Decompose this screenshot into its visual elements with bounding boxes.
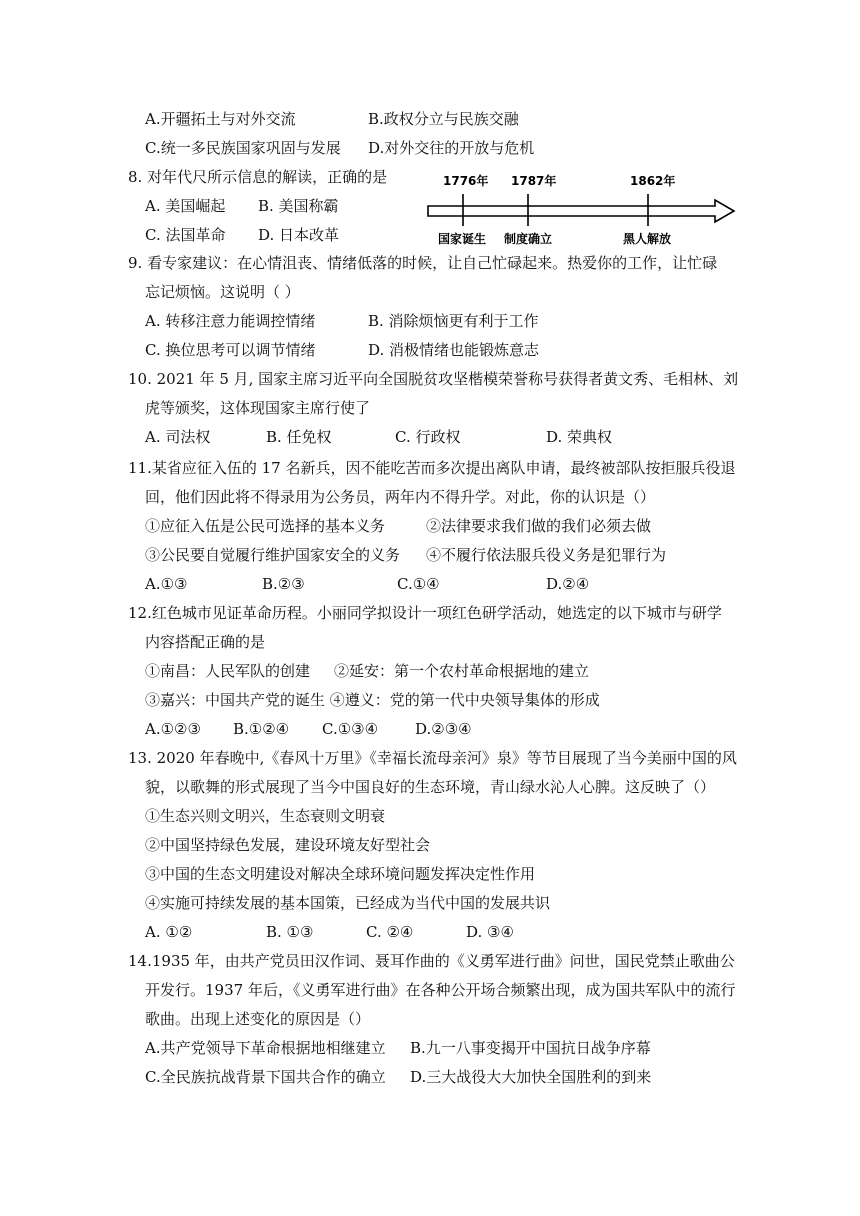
q9-option-c: C. 换位思考可以调节情绪 <box>145 341 316 359</box>
q11-option-d: D.②④ <box>546 575 590 593</box>
timeline-event-emancipation: 黑人解放 <box>623 232 672 246</box>
q14-stem-line2: 开发行。1937 年后，《义勇军进行曲》在各种公开场合频繁出现，成为国共军队中的流行 <box>145 981 736 999</box>
q11-option-b: B.②③ <box>262 575 305 593</box>
q13-statement-2: ②中国坚持绿色发展，建设环境友好型社会 <box>145 836 431 854</box>
q12-option-b: B.①②④ <box>233 720 290 738</box>
q14-stem-line1: 14.1935 年，由共产党员田汉作词、聂耳作曲的《义勇军进行曲》问世，国民党禁止歌曲公 <box>128 952 735 970</box>
q9-option-d: D. 消极情绪也能锻炼意志 <box>368 341 540 359</box>
q10-option-c: C. 行政权 <box>395 428 461 446</box>
q10-stem-line2: 虎等颁奖，这体现国家主席行使了 <box>145 399 371 417</box>
q13-option-b: B. ①③ <box>266 923 314 941</box>
q12-option-c: C.①③④ <box>322 720 379 738</box>
q11-statement-2: ②法律要求我们做的我们必须去做 <box>426 517 652 535</box>
q8-option-d: D. 日本改革 <box>258 226 340 244</box>
timeline-event-founding: 国家诞生 <box>438 232 487 246</box>
q13-option-a: A. ①② <box>145 923 193 941</box>
q8-option-a: A. 美国崛起 <box>145 197 226 215</box>
q12-option-a: A.①②③ <box>145 720 201 738</box>
q12-stem-line1: 12.红色城市见证革命历程。小丽同学拟设计一项红色研学活动，她选定的以下城市与研学 <box>128 604 722 622</box>
q12-option-d: D.②③④ <box>415 720 472 738</box>
q14-option-d: D.三大战役大大加快全国胜利的到来 <box>410 1068 652 1086</box>
q11-stem-line2: 回，他们因此将不得录用为公务员，两年内不得升学。对此，你的认识是（） <box>145 488 656 506</box>
q11-option-a: A.①③ <box>145 575 188 593</box>
q12-statement-3-4: ③嘉兴：中国共产党的诞生 ④遵义：党的第一代中央领导集体的形成 <box>145 691 600 709</box>
q8-option-c: C. 法国革命 <box>145 226 226 244</box>
q14-stem-line3: 歌曲。出现上述变化的原因是（） <box>145 1010 371 1028</box>
q13-statement-4: ④实施可持续发展的基本国策，已经成为当代中国的发展共识 <box>145 894 551 912</box>
q9-option-a: A. 转移注意力能调控情绪 <box>145 312 316 330</box>
q14-option-a: A.共产党领导下革命根据地相继建立 <box>145 1039 386 1057</box>
timeline-event-system: 制度确立 <box>504 232 553 246</box>
q7-option-d: D.对外交往的开放与危机 <box>368 139 535 157</box>
q13-statement-1: ①生态兴则文明兴，生态衰则文明衰 <box>145 807 386 825</box>
q9-stem-line1: 9. 看专家建议：在心情沮丧、情绪低落的时候，让自己忙碌起来。热爱你的工作，让忙碌 <box>128 254 718 272</box>
q14-option-b: B.九一八事变揭开中国抗日战争序幕 <box>410 1039 651 1057</box>
timeline-arrow <box>428 200 734 222</box>
timeline-year-1776: 1776年 <box>443 174 489 188</box>
timeline-year-1862: 1862年 <box>630 174 676 188</box>
q11-statement-1: ①应征入伍是公民可选择的基本义务 <box>145 517 386 535</box>
q13-statement-3: ③中国的生态文明建设对解决全球环境问题发挥决定性作用 <box>145 865 536 883</box>
q12-statement-2: ②延安：第一个农村革命根据地的建立 <box>334 662 590 680</box>
q12-statement-1: ①南昌：人民军队的创建 <box>145 662 311 680</box>
q13-stem-line1: 13. 2020 年春晚中,《春风十万里》《幸福长流母亲河》泉》等节目展现了当今美丽中国的风 <box>128 749 737 767</box>
q11-stem-line1: 11.某省应征入伍的 17 名新兵，因不能吃苦而多次提出离队申请，最终被部队按拒服兵役退 <box>128 459 736 477</box>
q10-option-b: B. 任免权 <box>266 428 332 446</box>
q11-option-c: C.①④ <box>397 575 440 593</box>
q9-option-b: B. 消除烦恼更有利于工作 <box>368 312 539 330</box>
q11-statement-3: ③公民要自觉履行维护国家安全的义务 <box>145 546 401 564</box>
q13-stem-line2: 貌，以歌舞的形式展现了当今中国良好的生态环境，青山绿水沁人心脾。这反映了（） <box>145 778 716 796</box>
q14-option-c: C.全民族抗战背景下国共合作的确立 <box>145 1068 386 1086</box>
q13-option-d: D. ③④ <box>466 923 514 941</box>
q10-option-d: D. 荣典权 <box>546 428 613 446</box>
q10-option-a: A. 司法权 <box>145 428 211 446</box>
timeline-year-1787: 1787年 <box>511 174 557 188</box>
q10-stem-line1: 10. 2021 年 5 月, 国家主席习近平向全国脱贫攻坚楷模荣誉称号获得者黄文秀、毛相林、刘 <box>128 370 739 388</box>
q7-option-c: C.统一多民族国家巩固与发展 <box>145 139 341 157</box>
q12-stem-line2: 内容搭配正确的是 <box>145 633 266 651</box>
q11-statement-4: ④不履行依法服兵役义务是犯罪行为 <box>426 546 667 564</box>
q7-option-a: A.开疆拓土与对外交流 <box>145 110 296 128</box>
q9-stem-line2: 忘记烦恼。这说明（ ） <box>145 283 300 301</box>
q8-stem: 8. 对年代尺所示信息的解读，正确的是 <box>128 168 388 186</box>
q13-option-c: C. ②④ <box>366 923 414 941</box>
q7-option-b: B.政权分立与民族交融 <box>368 110 519 128</box>
q8-option-b: B. 美国称霸 <box>258 197 339 215</box>
